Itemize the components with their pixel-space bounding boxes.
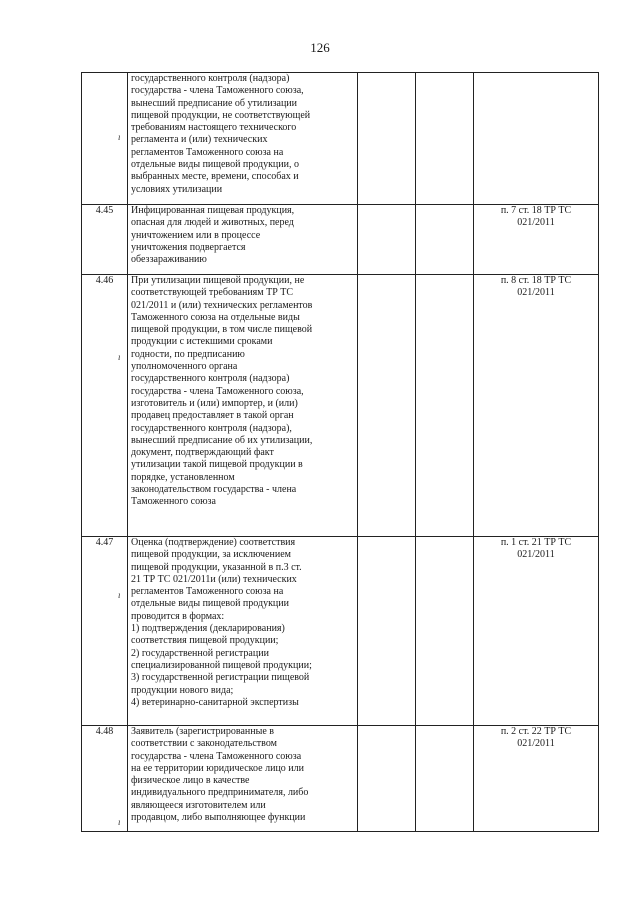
text-line: вынесший предписание об их утилизации, [131, 434, 313, 446]
regulation-reference [474, 205, 599, 275]
text-line: государственного контроля (надзора) [131, 73, 290, 84]
empty-cell [416, 205, 474, 275]
text-line: Заявитель (зарегистрированные в [131, 726, 274, 737]
reference-line: п. 8 ст. 18 ТР ТС [500, 275, 572, 286]
table-row [82, 205, 599, 275]
regulation-reference [474, 73, 599, 205]
scan-mark-icon: ı [118, 352, 121, 362]
reference-line: п. 1 ст. 21 ТР ТС [500, 537, 572, 548]
scan-mark-icon: ı [118, 817, 121, 827]
text-line: регламентов Таможенного союза на [131, 146, 284, 158]
item-number: 4.47 [82, 537, 128, 726]
reference-line: п. 7 ст. 18 ТР ТС [500, 205, 572, 216]
empty-cell [416, 726, 474, 832]
regulation-reference [474, 275, 599, 537]
text-line: условиях утилизации [131, 183, 223, 195]
reference-line: 021/2011 [517, 287, 555, 299]
page-number: 126 [310, 40, 330, 55]
text-line: документ, подтверждающий факт [131, 447, 274, 459]
text-line: опасная для людей и животных, перед [131, 217, 294, 229]
text-line: 1) подтверждения (декларирования) [131, 623, 285, 635]
text-line: 4) ветеринарно-санитарной экспертизы [131, 696, 299, 708]
text-line: требованиям настоящего технического [131, 122, 297, 134]
empty-cell [358, 275, 416, 537]
text-line: государства - члена Таможенного союза, [131, 385, 304, 397]
text-line: 3) государственной регистрации пищевой [131, 672, 310, 684]
table-row [82, 275, 599, 537]
text-line: пищевой продукции, в том числе пищевой [131, 324, 313, 336]
reference-line: 021/2011 [517, 549, 555, 561]
text-line: 021/2011 и (или) технических регламентов [131, 299, 313, 311]
text-line: отдельные виды пищевой продукции [131, 598, 289, 610]
requirement-text [118, 275, 358, 537]
regulation-reference [474, 537, 599, 726]
reference-line: 021/2011 [517, 217, 555, 229]
text-line: пищевой продукции, за исключением [131, 549, 291, 561]
text-line: утилизации такой пищевой продукции в [131, 459, 303, 471]
requirements-table [81, 72, 599, 832]
requirement-text [118, 73, 358, 205]
text-line: Инфицированная пищевая продукция, [131, 205, 295, 216]
table-body [82, 73, 599, 832]
empty-cell [358, 537, 416, 726]
text-line: уполномоченного органа [131, 361, 238, 373]
text-line: уничтожения подвергается [131, 241, 246, 253]
text-line: являющееся изготовителем или [131, 799, 266, 811]
text-line: продукции нового вида; [131, 684, 234, 696]
text-line: государства - члена Таможенного союза, [131, 85, 304, 97]
empty-cell [416, 275, 474, 537]
text-line: регламента и (или) технических [131, 134, 268, 146]
text-line: продукции с истекшими сроками [131, 336, 273, 348]
text-line: на ее территории юридическое лицо или [131, 762, 304, 774]
text-line: Таможенного союза на отдельные виды [131, 311, 300, 323]
text-line: 21 ТР ТС 021/2011и (или) технических [131, 573, 297, 585]
scan-mark-icon: ı [118, 132, 121, 142]
text-line: выбранных месте, времени, способах и [131, 171, 299, 183]
item-number: 4.48 [82, 726, 128, 832]
text-line: Оценка (подтверждение) соответствия [131, 537, 296, 548]
empty-cell [416, 537, 474, 726]
regulation-reference [474, 726, 599, 832]
text-line: обеззараживанию [131, 254, 207, 266]
text-line: государственного контроля (надзора), [131, 422, 292, 434]
empty-cell [358, 726, 416, 832]
reference-line: п. 2 ст. 22 ТР ТС [500, 726, 572, 737]
empty-cell [358, 205, 416, 275]
text-line: специализированной пищевой продукции; [131, 659, 312, 671]
text-line: физическое лицо в качестве [131, 775, 250, 787]
text-line: соответствии с законодательством [131, 738, 277, 750]
table-row [82, 726, 599, 832]
text-line: вынесший предписание об утилизации [131, 97, 298, 109]
text-line: отдельные виды пищевой продукции, о [131, 159, 299, 171]
text-line: соответствующей требованиям ТР ТС [131, 287, 294, 299]
empty-cell [416, 73, 474, 205]
requirement-text [128, 205, 358, 275]
requirement-text [118, 537, 358, 726]
text-line: проводится в формах: [131, 610, 225, 622]
text-line: законодательством государства - члена [131, 484, 297, 496]
item-number: 4.45 [82, 205, 128, 275]
text-line: продавцом, либо выполняющее функции [131, 812, 306, 824]
text-line: изготовитель и (или) импортер, и (или) [131, 397, 298, 409]
scan-mark-icon: ı [118, 590, 121, 600]
text-line: уничтожением или в процессе [131, 229, 261, 241]
text-line: пищевой продукции, указанной в п.3 ст. [131, 561, 302, 573]
text-line: Таможенного союза [131, 496, 216, 508]
text-line: регламентов Таможенного союза на [131, 586, 284, 598]
text-line: соответствия пищевой продукции; [131, 635, 279, 647]
reference-line: 021/2011 [517, 738, 555, 750]
text-line: годности, по предписанию [131, 348, 245, 360]
requirement-text [118, 726, 358, 832]
item-number [82, 73, 128, 205]
item-number: 4.46 [82, 275, 128, 537]
text-line: государственного контроля (надзора) [131, 373, 290, 385]
table-row [82, 537, 599, 726]
text-line: При утилизации пищевой продукции, не [131, 275, 305, 286]
table-row [82, 73, 599, 205]
text-line: государства - члена Таможенного союза [131, 750, 302, 762]
text-line: порядке, установленном [131, 471, 235, 483]
empty-cell [358, 73, 416, 205]
text-line: пищевой продукции, не соответствующей [131, 109, 311, 121]
text-line: 2) государственной регистрации [131, 647, 269, 659]
text-line: продавец предоставляет в такой орган [131, 410, 294, 422]
text-line: индивидуального предпринимателя, либо [131, 787, 309, 799]
